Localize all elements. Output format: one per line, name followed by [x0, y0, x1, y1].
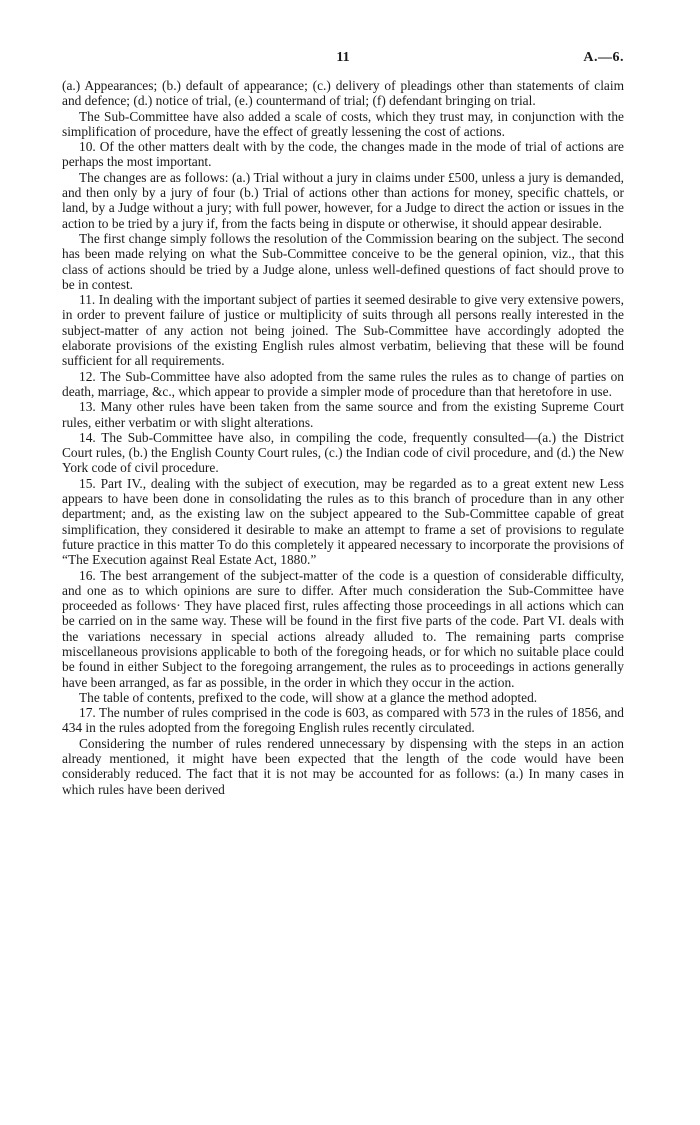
document-reference: A.—6. [583, 50, 624, 65]
paragraph: The changes are as follows: (a.) Trial without a jury in claims under £500, unless a jury is demanded, and then only by a jury of four (b.) Trial of actions other than actions for money, specific chattels, or land, by a Judge without a jury; with full power, however, for a Judge to direct the action or issues in the action to be tried by a jury if, from the facts being in dispute or otherwise, it should appear desirable. [62, 169, 624, 231]
paragraph: 16. The best arrangement of the subject-matter of the code is a question of considerable difficulty, and one as to which opinions are sure to differ. After much consideration the Sub-Committee have proceeded as follows· They have placed first, rules affecting those proceedings in all actions which can be carried on in the same way. These will be found in the first five parts of the code. Part VI. deals with the variations necessary in special actions already alluded to. The remaining parts comprise miscellaneous provisions applicable to both of the foregoing heads, or for which no suitable place could be found in either Subject to the foregoing arrangement, the rules as to proceedings in actions generally have been arranged, as far as possible, in the order in which they occur in the action. [62, 567, 624, 690]
paragraph: The table of contents, prefixed to the code, will show at a glance the method adopted. [79, 689, 538, 705]
paragraph: 11. In dealing with the important subject of parties it seemed desirable to give very extensive powers, in order to prevent failure of justice or multiplicity of suits through all persons really interested in the subject-matter of any action not being joined. The Sub-Committee have accordingly adopted the elaborate provisions of the existing English rules almost verbatim, believing that these will be found sufficient for all requirements. [62, 292, 624, 369]
paragraph: (a.) Appearances; (b.) default of appearance; (c.) delivery of pleadings other than statements of claim and defence; (d.) notice of trial, (e.) countermand of trial; (f) defendant bringing on trial. [62, 78, 624, 109]
paragraph: 13. Many other rules have been taken from the same source and from the existing Supreme Court rules, either verbatim or with slight alterations. [62, 399, 624, 430]
paragraph: The Sub-Committee have also added a scale of costs, which they trust may, in conjunction with the simplification of procedure, have the effect of greatly lessening the cost of actions. [62, 108, 624, 139]
page-number: 11 [336, 50, 350, 65]
paragraph: 10. Of the other matters dealt with by the code, the changes made in the mode of trial of actions are perhaps the most important. [62, 139, 624, 170]
paragraph: 15. Part IV., dealing with the subject of execution, may be regarded as to a great extent new Less appears to have been done in consolidating the rules as to this branch of procedure than in any other department; and, as the existing law on the subject appeared to the Sub-Committee capable of great simplification, they considered it desirable to make an attempt to frame a set of provisions to regulate future practice in this matter To do this completely it appeared necessary to incorporate the provisions of “The Execution against Real Estate Act, 1880.” [62, 475, 624, 568]
paragraph: Considering the number of rules rendered unnecessary by dispensing with the steps in an action already mentioned, it might have been expected that the length of the code would have been considerably reduced. The fact that it is not may be accounted for as follows: (a.) In many cases in which rules have been derived [62, 735, 624, 797]
paragraph: 17. The number of rules comprised in the code is 603, as compared with 573 in the rules of 1856, and 434 in the rules adopted from the foregoing English rules recently circulated. [62, 705, 624, 736]
page-header [62, 50, 624, 78]
paragraph: 14. The Sub-Committee have also, in compiling the code, frequently consulted—(a.) the District Court rules, (b.) the English County Court rules, (c.) the Indian code of civil procedure, and (d.) the New York code of civil procedure. [62, 429, 624, 476]
document-page [62, 50, 624, 797]
paragraph: 12. The Sub-Committee have also adopted from the same rules the rules as to change of parties on death, marriage, &c., which appear to provide a simpler mode of procedure than that heretofore in use. [62, 368, 624, 399]
paragraph: The first change simply follows the resolution of the Commission bearing on the subject. The second has been made relying on what the Sub-Committee conceive to be the general opinion, viz., that this class of actions should be tried by a Judge alone, unless well-defined questions of fact should prove to be in contest. [62, 230, 624, 292]
body-text [62, 78, 624, 797]
